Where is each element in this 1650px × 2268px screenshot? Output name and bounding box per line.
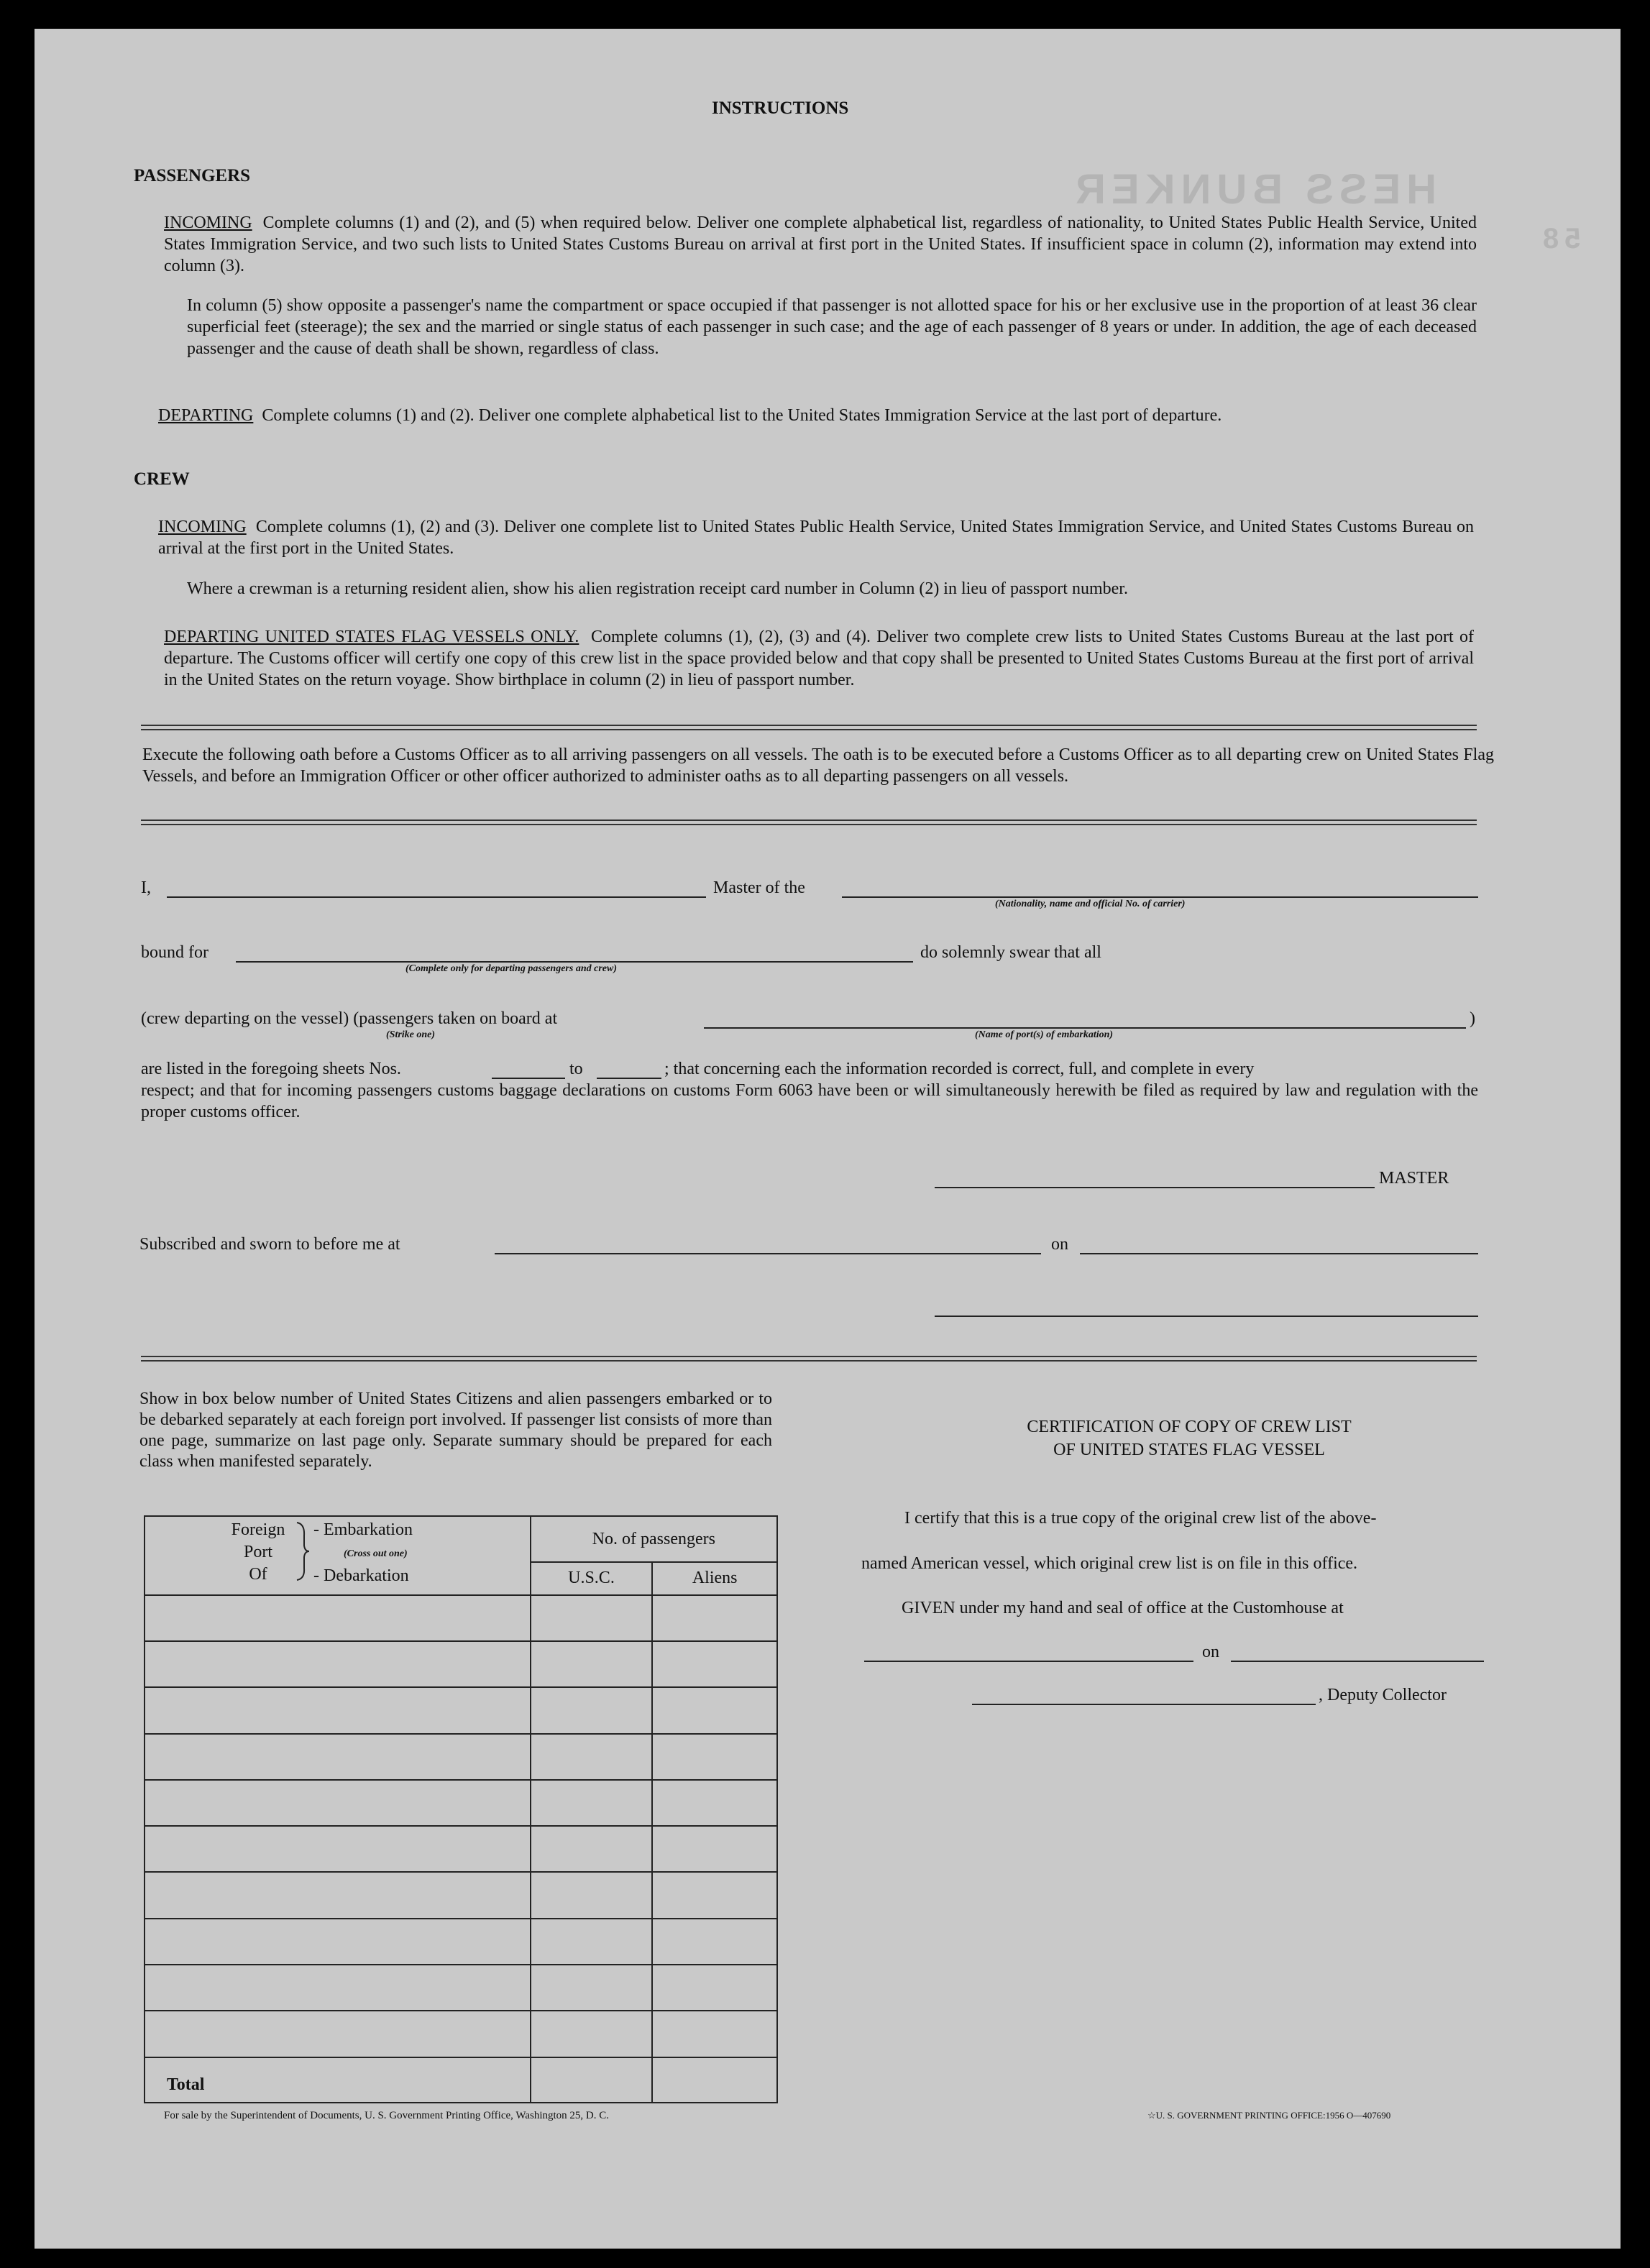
bound-for-caption: (Complete only for departing passengers and crew): [405, 963, 617, 974]
aliens-cell[interactable]: [652, 1826, 777, 1872]
usc-cell[interactable]: [531, 1734, 653, 1780]
port-cell[interactable]: [145, 1641, 531, 1687]
port-cell[interactable]: [145, 1965, 531, 2011]
subscribed-label: Subscribed and sworn to before me at: [139, 1235, 400, 1254]
passengers-departing-label: DEPARTING: [158, 406, 254, 425]
port-cell[interactable]: [145, 1780, 531, 1826]
customhouse-place-line[interactable]: [864, 1661, 1193, 1662]
carrier-caption: (Nationality, name and official No. of carrier): [995, 899, 1186, 909]
passengers-incoming-paragraph: [164, 212, 1477, 277]
ports-line[interactable]: [704, 1027, 1466, 1029]
usc-cell[interactable]: [531, 1872, 653, 1918]
page-title: INSTRUCTIONS: [712, 98, 849, 118]
swear-label: do solemnly swear that all: [920, 943, 1101, 962]
usc-header: U.S.C.: [531, 1562, 653, 1594]
oath-continuation: respect; and that for incoming passengers customs baggage declarations on customs Form 6063 have been or will simultaneously herewith be filed as required by law and regulation with the proper customs officer.: [141, 1081, 1478, 1121]
aliens-cell[interactable]: [652, 1872, 777, 1918]
master-name-line[interactable]: [167, 896, 706, 898]
of-label: Of: [249, 1565, 267, 1584]
bleed-through-text: HESS BUNKER: [1070, 166, 1437, 213]
ports-caption: (Name of port(s) of embarkation): [975, 1029, 1114, 1040]
total-label: Total: [145, 2057, 531, 2103]
bleed-through-number: 58: [1537, 223, 1581, 254]
double-rule: [141, 1356, 1477, 1362]
carrier-line[interactable]: [842, 896, 1478, 898]
aliens-cell[interactable]: [652, 1641, 777, 1687]
port-cell[interactable]: [145, 1734, 531, 1780]
bound-for-label: bound for: [141, 943, 208, 962]
listed-prefix: are listed in the foregoing sheets Nos.: [141, 1060, 401, 1078]
crew-departing-label: DEPARTING UNITED STATES FLAG VESSELS ONLY.: [164, 628, 579, 646]
crew-incoming-label: INCOMING: [158, 518, 247, 536]
usc-cell[interactable]: [531, 1687, 653, 1733]
to-label: to: [569, 1060, 583, 1078]
double-rule: [141, 819, 1477, 825]
port-cell[interactable]: [145, 2011, 531, 2057]
aliens-cell[interactable]: [652, 1780, 777, 1826]
certification-on-label: on: [1202, 1643, 1219, 1661]
usc-cell[interactable]: [531, 1595, 653, 1641]
debarkation-label: - Debarkation: [313, 1566, 409, 1585]
deputy-collector-signature-line[interactable]: [972, 1704, 1316, 1705]
summary-instructions: Show in box below number of United States Citizens and alien passengers embarked or to be debarked separately at each foreign port involved. If passenger list consists of more than one page, summarize on last page only. Separate summary should be prepared for each class when manifested separately.: [139, 1390, 772, 1471]
certification-title-line1: CERTIFICATION OF COPY OF CREW LIST: [1027, 1418, 1352, 1436]
certification-date-line[interactable]: [1231, 1661, 1484, 1662]
table-row: [145, 1687, 777, 1733]
table-row: [145, 1641, 777, 1687]
strike-caption: (Strike one): [386, 1029, 436, 1040]
listed-suffix: ; that concerning each the information recorded is correct, full, and complete in every: [664, 1060, 1255, 1078]
aliens-cell[interactable]: [652, 1734, 777, 1780]
aliens-cell[interactable]: [652, 1687, 777, 1733]
aliens-cell[interactable]: [652, 2011, 777, 2057]
table-row: [145, 1872, 777, 1918]
total-row: [145, 2057, 777, 2103]
crew-incoming-paragraph: [158, 516, 1474, 559]
close-paren: ): [1470, 1009, 1475, 1028]
master-label: MASTER: [1379, 1169, 1449, 1188]
usc-cell[interactable]: [531, 1780, 653, 1826]
aliens-cell[interactable]: [652, 1919, 777, 1965]
total-aliens-cell[interactable]: [652, 2057, 777, 2103]
port-cell[interactable]: [145, 1872, 531, 1918]
usc-cell[interactable]: [531, 1641, 653, 1687]
passengers-column5-paragraph: In column (5) show opposite a passenger's name the compartment or space occupied if that passenger is not allotted space for his or her exclusive use in the proportion of at least 36 clear superficial feet (steerage); the sex and the married or single status of each passenger in such case; and the age of each passenger of 8 years or under. In addition, the age of each deceased passenger and the cause of death shall be shown, regardless of class.: [187, 296, 1477, 358]
port-label: Port: [243, 1543, 272, 1561]
certification-line1: I certify that this is a true copy of the original crew list of the above-: [904, 1509, 1377, 1528]
double-rule: [141, 725, 1477, 730]
port-cell[interactable]: [145, 1919, 531, 1965]
brace-icon: [295, 1521, 311, 1581]
master-signature-line[interactable]: [935, 1187, 1375, 1188]
crew-heading: CREW: [134, 469, 190, 489]
table-row: [145, 2011, 777, 2057]
no-of-passengers-header: No. of passengers: [531, 1516, 777, 1562]
deputy-collector-label: , Deputy Collector: [1319, 1686, 1447, 1704]
foreign-port-header: [145, 1516, 531, 1595]
crew-departing-text: Complete columns (1), (2), (3) and (4). Deliver two complete crew lists to United States Customs Bureau at the last port of departure. The Customs officer will certify one copy of this crew list in the space provided below and that copy shall be presented to United States Customs Bureau at the first port of arrival in the United States on the return voyage. Show birthplace in column (2) in lieu of passport number.: [164, 628, 1474, 689]
sale-notice: For sale by the Superintendent of Documents, U. S. Government Printing Office, Washington 25, D. C.: [164, 2110, 609, 2121]
table-row: [145, 1826, 777, 1872]
bound-for-line[interactable]: [236, 961, 913, 963]
certification-title-line2: OF UNITED STATES FLAG VESSEL: [1053, 1441, 1325, 1459]
embarkation-label: - Embarkation: [313, 1520, 413, 1539]
passengers-heading: PASSENGERS: [134, 166, 251, 185]
document-page: [35, 29, 1621, 2249]
table-row: [145, 1734, 777, 1780]
aliens-header: Aliens: [652, 1562, 777, 1594]
sworn-on-label: on: [1051, 1235, 1068, 1254]
passengers-incoming-text: Complete columns (1) and (2), and (5) when required below. Deliver one complete alphabetical list, regardless of nationality, to United States Public Health Service, United States Immigration Service, and two such lists to United States Customs Bureau on arrival at first port in the United States. If insufficient space in column (2), information may extend into column (3).: [164, 214, 1477, 275]
usc-cell[interactable]: [531, 1919, 653, 1965]
table-row: [145, 1780, 777, 1826]
crew-resident-paragraph: Where a crewman is a returning resident alien, show his alien registration receipt card number in Column (2) in lieu of passport number.: [187, 579, 1128, 598]
port-cell[interactable]: [145, 1826, 531, 1872]
passengers-departing-text: Complete columns (1) and (2). Deliver one complete alphabetical list to the United States Immigration Service at the last port of departure.: [262, 406, 1222, 425]
port-cell[interactable]: [145, 1687, 531, 1733]
passengers-departing-paragraph: [158, 405, 1477, 426]
foreign-label: Foreign: [231, 1520, 285, 1539]
passenger-summary-table: [144, 1515, 778, 2103]
sheet-from-line[interactable]: [492, 1078, 565, 1079]
usc-cell[interactable]: [531, 1965, 653, 2011]
crew-departing-choice: (crew departing on the vessel) (passengers taken on board at: [141, 1009, 558, 1028]
total-usc-cell[interactable]: [531, 2057, 653, 2103]
master-of-label: Master of the: [713, 878, 805, 897]
gpo-imprint: ☆U. S. GOVERNMENT PRINTING OFFICE:1956 O—407690: [1147, 2110, 1391, 2121]
usc-cell[interactable]: [531, 1826, 653, 1872]
oath-instructions: Execute the following oath before a Customs Officer as to all arriving passengers on all vessels. The oath is to be executed before a Customs Officer as to all departing crew on United States Flag Vessels, and before an Immigration Officer or other officer authorized to administer oaths as to all departing passengers on all vessels.: [142, 745, 1494, 786]
port-cell[interactable]: [145, 1595, 531, 1641]
usc-cell[interactable]: [531, 2011, 653, 2057]
aliens-cell[interactable]: [652, 1595, 777, 1641]
sworn-place-line[interactable]: [495, 1253, 1041, 1254]
table-row: [145, 1919, 777, 1965]
certification-line2: named American vessel, which original crew list is on file in this office.: [861, 1554, 1358, 1573]
table-row: [145, 1965, 777, 2011]
crew-incoming-text: Complete columns (1), (2) and (3). Deliver one complete list to United States Public Health Service, United States Immigration Service, and United States Customs Bureau on arrival at the first port in the United States.: [158, 518, 1475, 558]
certification-line3: GIVEN under my hand and seal of office at the Customhouse at: [902, 1599, 1344, 1617]
cross-out-caption: (Cross out one): [344, 1548, 408, 1559]
crew-departing-paragraph: [164, 626, 1474, 691]
passengers-incoming-label: INCOMING: [164, 214, 252, 232]
oath-i-label: I,: [141, 878, 151, 897]
sheet-to-line[interactable]: [597, 1078, 661, 1079]
sworn-date-line[interactable]: [1080, 1253, 1478, 1254]
table-row: [145, 1595, 777, 1641]
aliens-cell[interactable]: [652, 1965, 777, 2011]
officer-signature-line[interactable]: [935, 1316, 1478, 1317]
